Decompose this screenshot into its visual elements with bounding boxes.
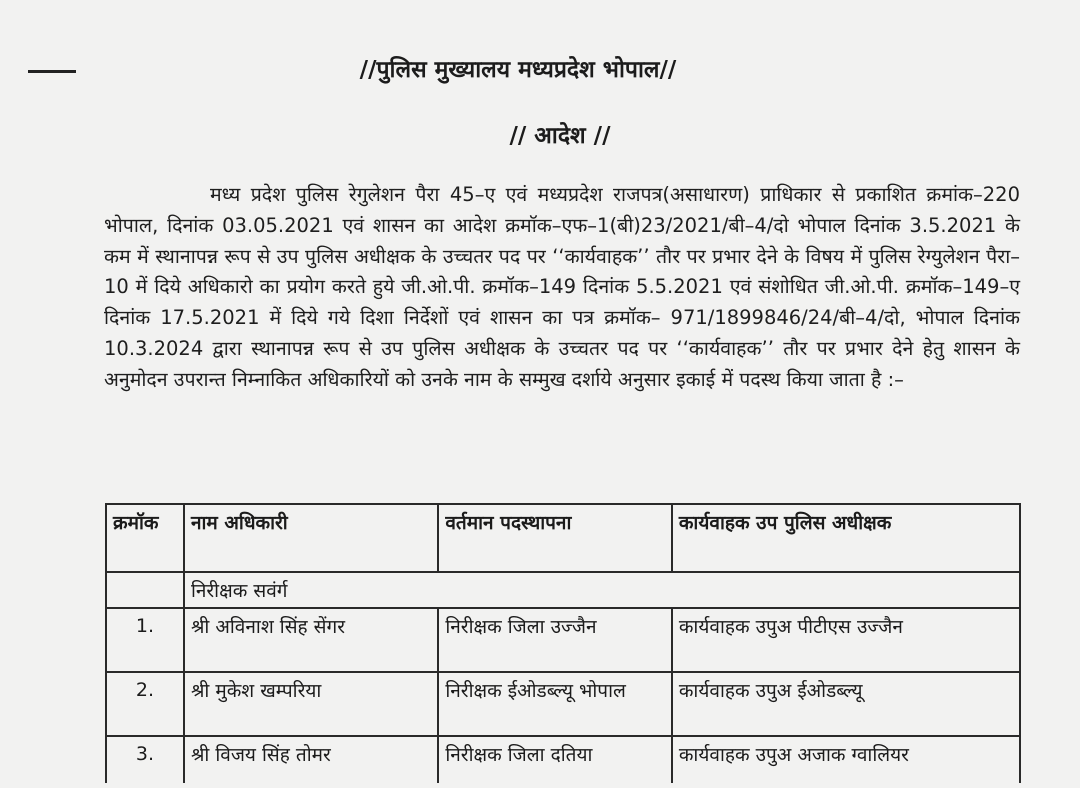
- officers-table: [105, 503, 1021, 783]
- header-sno: क्रमॉक: [106, 504, 184, 572]
- row-sno: 2.: [106, 672, 184, 736]
- row-officer-name: श्री विजय सिंह तोमर: [184, 736, 438, 783]
- row-current-posting: निरीक्षक जिला उज्जैन: [438, 608, 672, 672]
- table-row: [106, 672, 1020, 736]
- header-new-posting: कार्यवाहक उप पुलिस अधीक्षक: [672, 504, 1020, 572]
- row-new-posting: कार्यवाहक उपुअ अजाक ग्वालियर: [672, 736, 1020, 783]
- table-header-row: [106, 504, 1020, 572]
- office-heading: //पुलिस मुख्यालय मध्यप्रदेश भोपाल//: [359, 57, 677, 83]
- row-sno: 3.: [106, 736, 184, 783]
- header-officer-name: नाम अधिकारी: [184, 504, 438, 572]
- order-title: // आदेश //: [509, 123, 611, 149]
- cadre-empty-cell: [106, 572, 184, 608]
- header-current-posting: वर्तमान पदस्थापना: [438, 504, 672, 572]
- row-sno: 1.: [106, 608, 184, 672]
- order-paragraph: मध्य प्रदेश पुलिस रेगुलेशन पैरा 45–ए एवं मध्यप्रदेश राजपत्र(असाधारण) प्राधिकार से प्रकाशित क्रमांक–220 भोपाल, दिनांक 03.05.2021 एवं शासन का आदेश क्रमॉक–एफ–1(बी)23/2021/बी–4/दो भोपाल दिनांक 3.5.2021 के कम में स्थानापन्न रूप से उप पुलिस अधीक्षक के उच्चतर पद पर ‘‘कार्यवाहक’’ तौर पर प्रभार देने के विषय में पुलिस रेग्युलेशन पैरा–10 में दिये अधिकारो का प्रयोग करते हुये जी.ओ.पी. क्रमॉक–149 दिनांक 5.5.2021 एवं संशोधित जी.ओ.पी. क्रमॉक–149–ए दिनांक 17.5.2021 में दिये गये दिशा निर्देशों एवं शासन का पत्र क्रमॉक– 971/1899846/24/बी–4/दो, भोपाल दिनांक 10.3.2024 द्वारा स्थानापन्न रूप से उप पुलिस अधीक्षक के उच्चतर पद पर ‘‘कार्यवाहक’’ तौर पर प्रभार देने हेतु शासन के अनुमोदन उपरान्त निम्नाकित अधिकारियों को उनके नाम के सम्मुख दर्शाये अनुसार इकाई में पदस्थ किया जाता है :–: [104, 183, 1020, 391]
- cadre-row: [106, 572, 1020, 608]
- row-current-posting: निरीक्षक ईओडब्ल्यू भोपाल: [438, 672, 672, 736]
- row-officer-name: श्री अविनाश सिंह सेंगर: [184, 608, 438, 672]
- table-row: [106, 608, 1020, 672]
- row-officer-name: श्री मुकेश खम्परिया: [184, 672, 438, 736]
- row-current-posting: निरीक्षक जिला दतिया: [438, 736, 672, 783]
- row-new-posting: कार्यवाहक उपुअ ईओडब्ल्यू: [672, 672, 1020, 736]
- cadre-label: निरीक्षक सवंर्ग: [184, 572, 1020, 608]
- row-new-posting: कार्यवाहक उपुअ पीटीएस उज्जैन: [672, 608, 1020, 672]
- table-row: [106, 736, 1020, 783]
